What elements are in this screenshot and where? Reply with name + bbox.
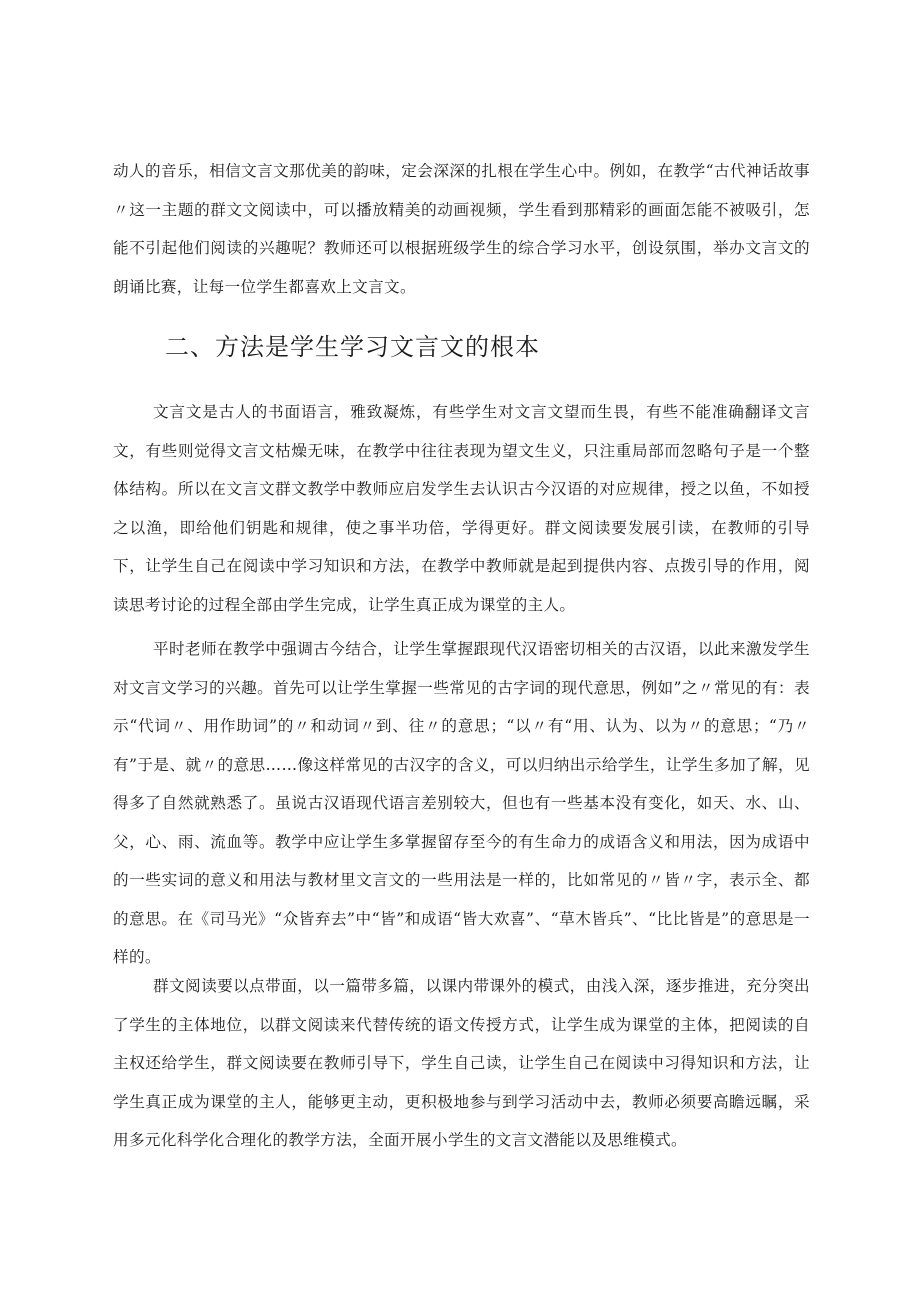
section-heading: 二、方法是学生学习文言文的根本 xyxy=(165,333,540,361)
body-paragraph: 群文阅读要以点带面，以一篇带多篇，以课内带课外的模式，由浅入深，逐步推进，充分突出了学生的主体地位，以群文阅读来代替传统的语文传授方式，让学生成为课堂的主体，把阅读的自主权还给学生，群文阅读要在教师引导下，学生自己读，让学生自己在阅读中习得知识和方法，让学生真正成为课堂的主人，能够更主动，更积极地参与到学习活动中去，教师必须要高瞻远瞩，采用多元化科学化合理化的教学方法，全面开展小学生的文言文潜能以及思维模式。 xyxy=(113,977,810,1149)
body-paragraph: 平时老师在教学中强调古今结合，让学生掌握跟现代汉语密切相关的古汉语，以此来激发学生对文言文学习的兴趣。首先可以让学生掌握一些常见的古字词的现代意思，例如”之〃常见的有：表示“代词〃、用作助词”的〃和动词〃到、往〃的意思；“以〃有“用、认为、以为〃的意思；“乃〃有”于是、就〃的意思……像这样常见的古汉字的含义，可以归纳出示给学生，让学生多加了解，见得多了自然就熟悉了。虽说古汉语现代语言差别较大，但也有一些基本没有变化，如天、水、山、父，心、雨、流血等。教学中应让学生多掌握留存至今的有生命力的成语含义和用法，因为成语中的一些实词的意义和用法与教材里文言文的一些用法是一样的，比如常见的〃皆〃字，表示全、都的意思。在《司马光》“众皆弃去”中“皆”和成语“皆大欢喜”、“草木皆兵”、“比比皆是”的意思是一样的。 xyxy=(113,640,810,966)
continuation-paragraph: 动人的音乐，相信文言文那优美的韵味，定会深深的扎根在学生心中。例如，在教学“古代神话故事〃这一主题的群文文阅读中，可以播放精美的动画视频，学生看到那精彩的画面怎能不被吸引，怎能不引起他们阅读的兴趣呢？教师还可以根据班级学生的综合学习水平，创设氛围，举办文言文的朗诵比赛，让每一位学生都喜欢上文言文。 xyxy=(113,162,810,296)
body-paragraph: 文言文是古人的书面语言，雅致凝炼，有些学生对文言文望而生畏，有些不能准确翻译文言文，有些则觉得文言文枯燥无味，在教学中往往表现为望文生义，只注重局部而忽略句子是一个整体结构。所以在文言文群文教学中教师应启发学生去认识古今汉语的对应规律，授之以鱼，不如授之以渔，即给他们钥匙和规律，使之事半功倍，学得更好。群文阅读要发展引读，在教师的引导下，让学生自己在阅读中学习知识和方法，在教学中教师就是起到提供内容、点拨引导的作用，阅读思考讨论的过程全部由学生完成，让学生真正成为课堂的主人。 xyxy=(113,403,810,614)
